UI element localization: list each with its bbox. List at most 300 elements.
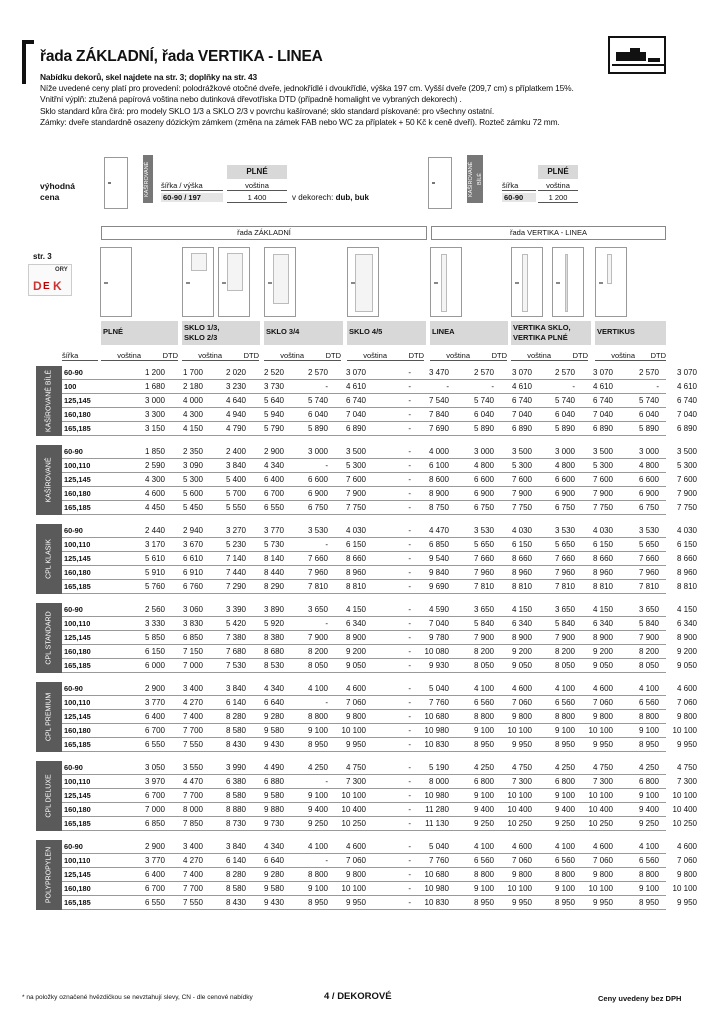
price-cell: 3 060 [182,605,203,614]
price-cell: 8 950 [307,898,328,907]
price-cell: 6 150 [511,540,532,549]
table-row [62,789,697,802]
price-cell: 6 560 [554,856,575,865]
price-cell: 9 050 [345,661,366,670]
price-cell: 3 000 [638,447,659,456]
price-cell: 8 800 [554,712,575,721]
price-cell: 8 380 [263,633,284,642]
price-cell: 8 580 [225,884,246,893]
price-cell: 7 060 [345,856,366,865]
door-plne-image [100,247,132,317]
fav-right-price: 1 200 [538,193,578,203]
row-width: 100,110 [64,777,91,786]
price-cell: 6 040 [307,410,328,419]
door-thumbnail [104,157,128,209]
price-cell: 7 760 [428,856,449,865]
price-cell: 3 400 [182,842,203,851]
price-cell: 4 600 [345,842,366,851]
price-cell: 3 840 [225,461,246,470]
price-cell: 8 050 [473,661,494,670]
price-cell: 3 000 [473,447,494,456]
price-cell: - [408,489,411,498]
price-cell: 3 270 [225,526,246,535]
price-cell: - [656,382,659,391]
fav-left-sub: voština [227,181,287,191]
table-row [62,882,697,895]
table-row [62,803,697,816]
price-cell: 8 810 [345,582,366,591]
price-cell: 7 760 [428,698,449,707]
price-cell: 9 840 [428,568,449,577]
price-cell: 4 100 [638,684,659,693]
price-cell: 9 580 [263,726,284,735]
price-cell: 9 930 [428,661,449,670]
row-width: 100,110 [64,461,91,470]
price-cell: 7 750 [676,503,697,512]
price-cell: 3 000 [554,447,575,456]
price-cell: 6 400 [263,475,284,484]
price-cell: 6 550 [144,740,165,749]
price-cell: 6 740 [676,396,697,405]
price-cell: 2 590 [144,461,165,470]
price-cell: 10 080 [424,647,449,656]
table-row [62,487,697,500]
price-cell: 8 800 [638,712,659,721]
price-cell: 9 100 [554,726,575,735]
price-cell: 4 030 [511,526,532,535]
price-cell: - [408,740,411,749]
price-cell: 5 850 [144,633,165,642]
table-row [62,422,697,435]
price-cell: 6 900 [638,489,659,498]
price-cell: 3 500 [345,447,366,456]
row-width: 125,145 [64,791,91,800]
table-row [62,896,697,909]
price-cell: - [408,856,411,865]
price-cell: 9 430 [263,898,284,907]
price-cell: 7 300 [592,777,613,786]
door-sklo45-image [347,247,379,317]
price-cell: - [325,856,328,865]
price-cell: 1 680 [144,382,165,391]
fav-left-tag: KAŠÍROVANÉ [143,155,153,203]
price-cell: 4 750 [511,763,532,772]
price-cell: 7 960 [554,568,575,577]
row-width: 165,185 [64,661,91,670]
door-sklo23-image [218,247,250,317]
price-cell: 5 300 [182,475,203,484]
door-vertika-sklo-image [511,247,543,317]
price-cell: 3 770 [263,526,284,535]
price-cell: 3 500 [592,447,613,456]
price-cell: 6 560 [638,698,659,707]
intro-text [40,72,690,128]
price-cell: 9 800 [592,712,613,721]
price-cell: 7 810 [554,582,575,591]
price-cell: 4 250 [554,763,575,772]
price-cell: 7 960 [307,568,328,577]
row-divider [62,514,666,515]
price-cell: 8 530 [263,661,284,670]
subhead-vostina: voština [182,351,222,361]
col-header-linea: LINEA [430,321,508,345]
price-cell: 3 650 [554,605,575,614]
price-cell: - [325,777,328,786]
price-cell: 9 200 [511,647,532,656]
price-cell: 4 100 [473,684,494,693]
price-cell: 2 560 [144,605,165,614]
price-cell: 3 730 [263,382,284,391]
row-width: 60-90 [64,368,83,377]
price-cell: - [408,777,411,786]
price-cell: 9 100 [554,884,575,893]
price-cell: 7 060 [676,698,697,707]
price-cell: 6 600 [473,475,494,484]
price-cell: 3 330 [144,619,165,628]
price-cell: 3 970 [144,777,165,786]
price-cell: 6 400 [144,870,165,879]
table-row [62,524,697,537]
price-cell: 8 280 [225,712,246,721]
price-cell: 10 100 [672,791,697,800]
price-cell: 9 430 [263,740,284,749]
price-cell: 8 800 [307,712,328,721]
price-cell: 5 940 [263,410,284,419]
price-cell: 9 800 [345,712,366,721]
price-cell: 5 550 [225,503,246,512]
price-cell: 9 800 [676,870,697,879]
price-cell: 9 100 [638,884,659,893]
price-cell: 6 740 [592,396,613,405]
price-cell: 6 750 [554,503,575,512]
page-number: 4 / DEKOROVÉ [324,991,392,1002]
price-cell: 8 810 [511,582,532,591]
price-cell: 5 450 [182,503,203,512]
fav-left-width-label: šířka / výška [161,181,223,191]
row-width: 100,110 [64,619,91,628]
price-cell: 3 650 [638,605,659,614]
price-cell: 5 890 [307,424,328,433]
price-cell: 5 300 [511,461,532,470]
door-sklo13-image [182,247,214,317]
subhead-dtd: DTD [551,351,588,361]
price-cell: 8 800 [307,870,328,879]
price-cell: 6 040 [638,410,659,419]
row-width: 165,185 [64,582,91,591]
price-cell: 8 000 [182,805,203,814]
price-cell: 6 760 [182,582,203,591]
price-cell: 7 040 [676,410,697,419]
price-cell: 5 420 [225,619,246,628]
price-cell: 6 400 [144,712,165,721]
price-group [36,682,697,754]
price-cell: 8 580 [225,726,246,735]
price-cell: 6 340 [592,619,613,628]
row-width: 160,180 [64,805,91,814]
price-cell: 5 300 [592,461,613,470]
price-cell: 6 560 [554,698,575,707]
price-cell: - [408,791,411,800]
price-cell: 8 600 [428,475,449,484]
price-cell: - [408,819,411,828]
row-width: 60-90 [64,605,83,614]
table-row [62,538,697,551]
price-cell: 9 200 [676,647,697,656]
table-row [62,459,697,472]
price-cell: 4 250 [638,763,659,772]
row-width: 125,145 [64,870,91,879]
price-cell: - [408,396,411,405]
price-cell: 9 100 [473,884,494,893]
price-cell: 7 900 [345,489,366,498]
price-cell: 3 070 [592,368,613,377]
price-cell: 10 400 [341,805,366,814]
price-cell: 3 500 [511,447,532,456]
price-cell: 5 910 [144,568,165,577]
price-cell: 8 900 [592,633,613,642]
price-cell: 2 940 [182,526,203,535]
row-width: 60-90 [64,763,83,772]
row-width: 160,180 [64,410,91,419]
price-cell: 6 900 [473,489,494,498]
subhead-vostina: voština [347,351,387,361]
row-width: 160,180 [64,568,91,577]
subhead-dtd: DTD [222,351,259,361]
price-cell: 2 900 [263,447,284,456]
price-cell: 3 530 [473,526,494,535]
price-cell: 10 100 [507,791,532,800]
price-cell: 8 880 [225,805,246,814]
table-row [62,408,697,421]
price-cell: 5 890 [638,424,659,433]
price-cell: 6 850 [182,633,203,642]
price-cell: 9 050 [511,661,532,670]
price-cell: 7 660 [554,554,575,563]
price-cell: 9 950 [511,740,532,749]
price-cell: 9 540 [428,554,449,563]
price-cell: 4 600 [676,842,697,851]
col-header-sklo13: SKLO 1/3, SKLO 2/3 [182,321,260,345]
door-vertika-plne-image [552,247,584,317]
price-cell: 8 050 [638,661,659,670]
price-cell: 7 900 [511,489,532,498]
price-cell: 7 060 [676,856,697,865]
price-cell: 5 040 [428,842,449,851]
price-cell: 9 200 [345,647,366,656]
price-cell: 6 560 [473,856,494,865]
price-cell: 2 020 [225,368,246,377]
price-cell: 7 660 [638,554,659,563]
price-group [36,761,697,833]
col-header-sklo34: SKLO 3/4 [264,321,343,345]
price-cell: 3 840 [225,842,246,851]
price-cell: 6 740 [345,396,366,405]
price-cell: 7 000 [144,805,165,814]
price-cell: - [408,447,411,456]
table-row [62,394,697,407]
price-cell: 5 400 [225,475,246,484]
price-cell: 7 550 [182,898,203,907]
price-cell: 2 570 [638,368,659,377]
price-cell: 5 650 [554,540,575,549]
price-cell: 6 740 [511,396,532,405]
price-cell: 2 570 [307,368,328,377]
price-cell: 10 100 [507,884,532,893]
col-header-sklo45: SKLO 4/5 [347,321,426,345]
price-cell: 10 980 [424,726,449,735]
price-cell: 4 470 [182,777,203,786]
price-cell: 6 890 [511,424,532,433]
intro-line: Sklo standard kůra čirá: pro modely SKLO 1/3 a SKLO 2/3 v povrchu kašírované; sklo standard pískované: pro všechny ostatní. [40,105,495,116]
price-cell: 3 000 [144,396,165,405]
corner-mark-h [22,40,34,44]
price-cell: 4 750 [345,763,366,772]
price-cell: 7 680 [225,647,246,656]
price-cell: 10 100 [672,726,697,735]
price-cell: 6 600 [638,475,659,484]
price-cell: 3 770 [144,698,165,707]
price-cell: 10 100 [588,726,613,735]
price-cell: 4 270 [182,698,203,707]
price-cell: 6 380 [225,777,246,786]
table-row [62,868,697,881]
price-cell: 5 890 [473,424,494,433]
price-cell: 6 150 [676,540,697,549]
price-cell: - [325,619,328,628]
price-cell: 2 900 [144,684,165,693]
price-cell: 9 950 [345,740,366,749]
price-cell: 9 100 [638,791,659,800]
price-cell: - [408,475,411,484]
price-cell: 6 880 [263,777,284,786]
price-cell: 4 000 [182,396,203,405]
intro-line: Níže uvedené ceny platí pro provedení: polodrážkové otočné dveře, jednokřídlé i dvoukřídlé, výška 197 cm. Vyšší dveře (209,7 cm) s příplatkem 15%. [40,83,574,94]
row-divider [62,751,666,752]
price-cell: 10 100 [588,884,613,893]
price-cell: 10 100 [341,884,366,893]
price-cell: 5 650 [638,540,659,549]
price-cell: 7 750 [592,503,613,512]
price-cell: 3 300 [144,410,165,419]
subhead-vostina: voština [430,351,470,361]
price-cell: 8 950 [473,740,494,749]
price-cell: 5 840 [554,619,575,628]
row-divider [62,435,666,436]
price-cell: 7 900 [676,489,697,498]
price-cell: 7 750 [511,503,532,512]
price-cell: 4 300 [182,410,203,419]
price-cell: 4 450 [144,503,165,512]
price-cell: 5 760 [144,582,165,591]
price-cell: 4 940 [225,410,246,419]
price-cell: - [408,661,411,670]
table-row [62,645,697,658]
price-cell: 4 800 [473,461,494,470]
row-width: 60-90 [64,684,83,693]
price-cell: 8 800 [473,712,494,721]
price-cell: 5 700 [225,489,246,498]
price-cell: 5 890 [554,424,575,433]
corner-mark [22,40,26,84]
price-cell: 7 700 [182,884,203,893]
group-tag: CPL KLASIK [36,524,62,594]
price-cell: 9 400 [554,805,575,814]
price-cell: 6 850 [144,819,165,828]
price-cell: 6 890 [592,424,613,433]
price-cell: 5 740 [638,396,659,405]
price-cell: 7 600 [345,475,366,484]
table-row [62,840,697,853]
price-cell: 7 840 [428,410,449,419]
price-cell: 8 660 [511,554,532,563]
price-cell: 8 960 [676,568,697,577]
price-cell: - [325,540,328,549]
price-cell: 10 680 [424,712,449,721]
price-cell: 7 900 [554,633,575,642]
price-cell: - [408,526,411,535]
price-cell: 6 700 [144,884,165,893]
price-cell: 4 600 [511,842,532,851]
price-cell: 7 960 [638,568,659,577]
fav-left-note: v dekorech: dub, buk [292,193,369,202]
price-cell: - [408,410,411,419]
price-cell: 3 530 [638,526,659,535]
fav-right-width-value: 60-90 [502,193,536,202]
group-tag: KAŠÍROVANÉ [36,445,62,515]
price-cell: 7 900 [592,489,613,498]
subhead-dtd: DTD [387,351,424,361]
price-cell: 7 750 [345,503,366,512]
price-cell: 7 530 [225,661,246,670]
table-row [62,473,697,486]
price-cell: 4 750 [592,763,613,772]
price-cell: - [408,619,411,628]
price-cell: 8 900 [511,633,532,642]
door-logo-icon [608,36,666,74]
price-cell: 7 810 [638,582,659,591]
price-cell: 5 190 [428,763,449,772]
price-cell: 2 900 [144,842,165,851]
col-header-vertika: VERTIKA SKLO, VERTIKA PLNÉ [511,321,591,345]
price-cell: 10 100 [672,884,697,893]
price-cell: 9 100 [307,791,328,800]
price-cell: 8 950 [307,740,328,749]
price-cell: 6 140 [225,698,246,707]
row-divider [62,830,666,831]
price-cell: 4 600 [592,684,613,693]
price-cell: 4 600 [592,842,613,851]
series-vertika: řada VERTIKA - LINEA [431,226,666,240]
price-cell: 8 580 [225,791,246,800]
price-cell: 4 600 [511,684,532,693]
price-cell: 5 600 [182,489,203,498]
price-cell: 5 730 [263,540,284,549]
price-cell: 4 800 [638,461,659,470]
price-cell: 9 400 [307,805,328,814]
price-cell: 7 290 [225,582,246,591]
price-cell: 8 430 [225,740,246,749]
row-divider [62,672,666,673]
price-cell: 7 400 [182,712,203,721]
price-cell: 7 300 [511,777,532,786]
price-cell: 6 340 [511,619,532,628]
price-cell: - [408,540,411,549]
price-cell: 8 660 [345,554,366,563]
price-cell: 10 100 [341,726,366,735]
price-cell: 3 530 [554,526,575,535]
price-cell: - [408,382,411,391]
price-cell: 6 150 [592,540,613,549]
